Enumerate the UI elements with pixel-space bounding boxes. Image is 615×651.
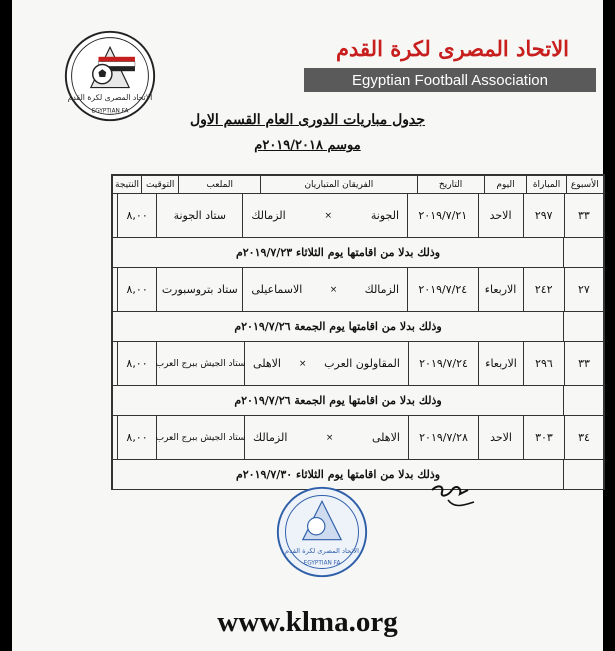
time-cell: ٨,٠٠ bbox=[117, 416, 156, 459]
reschedule-note: وذلك بدلا من اقامتها يوم الجمعة ٢٠١٩/٧/٢٦م bbox=[234, 320, 442, 333]
col-week-header: الأسبوع bbox=[566, 176, 603, 193]
reschedule-note: وذلك بدلا من اقامتها يوم الجمعة ٢٠١٩/٧/٢٦م bbox=[234, 394, 442, 407]
time-cell: ٨,٠٠ bbox=[117, 342, 156, 385]
fixtures-table bbox=[111, 174, 605, 490]
page-title: جدول مباريات الدورى العام القسم الاول bbox=[189, 112, 426, 128]
reschedule-note: وذلك بدلا من اقامتها يوم الثلاثاء ٢٠١٩/٧/٢٣م bbox=[235, 246, 441, 259]
svg-text:الاتحاد المصرى لكرة القدم: الاتحاد المصرى لكرة القدم bbox=[285, 547, 359, 556]
day-cell: الاحد bbox=[478, 194, 523, 237]
col-teams-header: الفريقان المتباريان bbox=[260, 176, 417, 193]
match-number-cell: ٢٩٧ bbox=[523, 194, 564, 237]
table-row bbox=[113, 416, 603, 460]
col-day-header: اليوم bbox=[484, 176, 527, 193]
svg-text:الاتحاد المصرى لكرة القدم: الاتحاد المصرى لكرة القدم bbox=[67, 93, 153, 102]
week-cell: ٣٣ bbox=[564, 194, 603, 237]
result-cell bbox=[113, 416, 117, 459]
org-name-english: Egyptian Football Association bbox=[304, 68, 596, 92]
teams-cell bbox=[244, 416, 408, 459]
efa-stamp bbox=[274, 484, 370, 580]
teams-cell bbox=[242, 268, 407, 311]
match-number-cell: ٣٠٣ bbox=[523, 416, 564, 459]
table-note-row bbox=[113, 312, 603, 342]
stadium-cell: ستاد بتروسبورت bbox=[156, 268, 242, 311]
date-cell: ٢٠١٩/٧/٢٨ bbox=[408, 416, 478, 459]
away-team: الاهلى bbox=[253, 357, 281, 370]
away-team: الاسماعيلى bbox=[251, 283, 303, 296]
day-cell: الاربعاء bbox=[478, 268, 523, 311]
table-row bbox=[113, 268, 603, 312]
home-team: الزمالك bbox=[364, 283, 400, 296]
day-cell: الاحد bbox=[478, 416, 523, 459]
week-cell: ٣٤ bbox=[564, 416, 603, 459]
table-row bbox=[113, 194, 603, 238]
date-cell: ٢٠١٩/٧/٢١ bbox=[407, 194, 478, 237]
table-header-row bbox=[113, 176, 603, 194]
stadium-cell: ستاد الجونة bbox=[156, 194, 242, 237]
versus-mark: × bbox=[329, 284, 338, 295]
table-note-row bbox=[113, 386, 603, 416]
week-cell: ٣٣ bbox=[564, 342, 603, 385]
season-label: موسم ٢٠١٩/٢٠١٨م bbox=[254, 138, 361, 153]
home-team: الجونة bbox=[370, 209, 400, 222]
svg-text:EGYPTIAN FA: EGYPTIAN FA bbox=[91, 108, 129, 115]
signature bbox=[428, 478, 478, 512]
col-time-header: التوقيت bbox=[141, 176, 178, 193]
time-cell: ٨,٠٠ bbox=[117, 268, 156, 311]
day-cell: الاربعاء bbox=[478, 342, 523, 385]
match-number-cell: ٢٩٦ bbox=[523, 342, 564, 385]
date-cell: ٢٠١٩/٧/٢٤ bbox=[408, 342, 478, 385]
away-team: الزمالك bbox=[251, 209, 286, 222]
home-team: المقاولون العرب bbox=[324, 357, 400, 370]
teams-cell bbox=[244, 342, 408, 385]
result-cell bbox=[113, 268, 117, 311]
reschedule-note: وذلك بدلا من اقامتها يوم الثلاثاء ٢٠١٩/٧/٣٠م bbox=[235, 468, 441, 481]
away-team: الزمالك bbox=[253, 431, 288, 444]
week-cell: ٢٧ bbox=[564, 268, 603, 311]
col-match-header: المباراة bbox=[526, 176, 565, 193]
col-date-header: التاريخ bbox=[417, 176, 484, 193]
match-number-cell: ٢٤٢ bbox=[523, 268, 564, 311]
versus-mark: × bbox=[325, 432, 334, 443]
table-note-row bbox=[113, 238, 603, 268]
versus-mark: × bbox=[324, 210, 333, 221]
table-row bbox=[113, 342, 603, 386]
col-result-header: النتيجة bbox=[115, 179, 140, 190]
document-page bbox=[12, 0, 603, 651]
org-name-arabic: الاتحاد المصرى لكرة القدم bbox=[336, 36, 569, 61]
time-cell: ٨,٠٠ bbox=[117, 194, 156, 237]
result-cell bbox=[113, 194, 117, 237]
efa-logo bbox=[62, 28, 158, 124]
stadium-cell: ستاد الجيش ببرج العرب bbox=[156, 416, 244, 459]
result-cell bbox=[113, 342, 117, 385]
svg-text:EGYPTIAN FA: EGYPTIAN FA bbox=[303, 560, 341, 567]
website-watermark: www.klma.org bbox=[217, 606, 398, 638]
home-team: الاهلى bbox=[371, 431, 400, 444]
teams-cell bbox=[242, 194, 407, 237]
stadium-cell: ستاد الجيش ببرج العرب bbox=[156, 342, 244, 385]
col-stadium-header: الملعب bbox=[178, 176, 260, 193]
date-cell: ٢٠١٩/٧/٢٤ bbox=[407, 268, 478, 311]
versus-mark: × bbox=[298, 358, 307, 369]
